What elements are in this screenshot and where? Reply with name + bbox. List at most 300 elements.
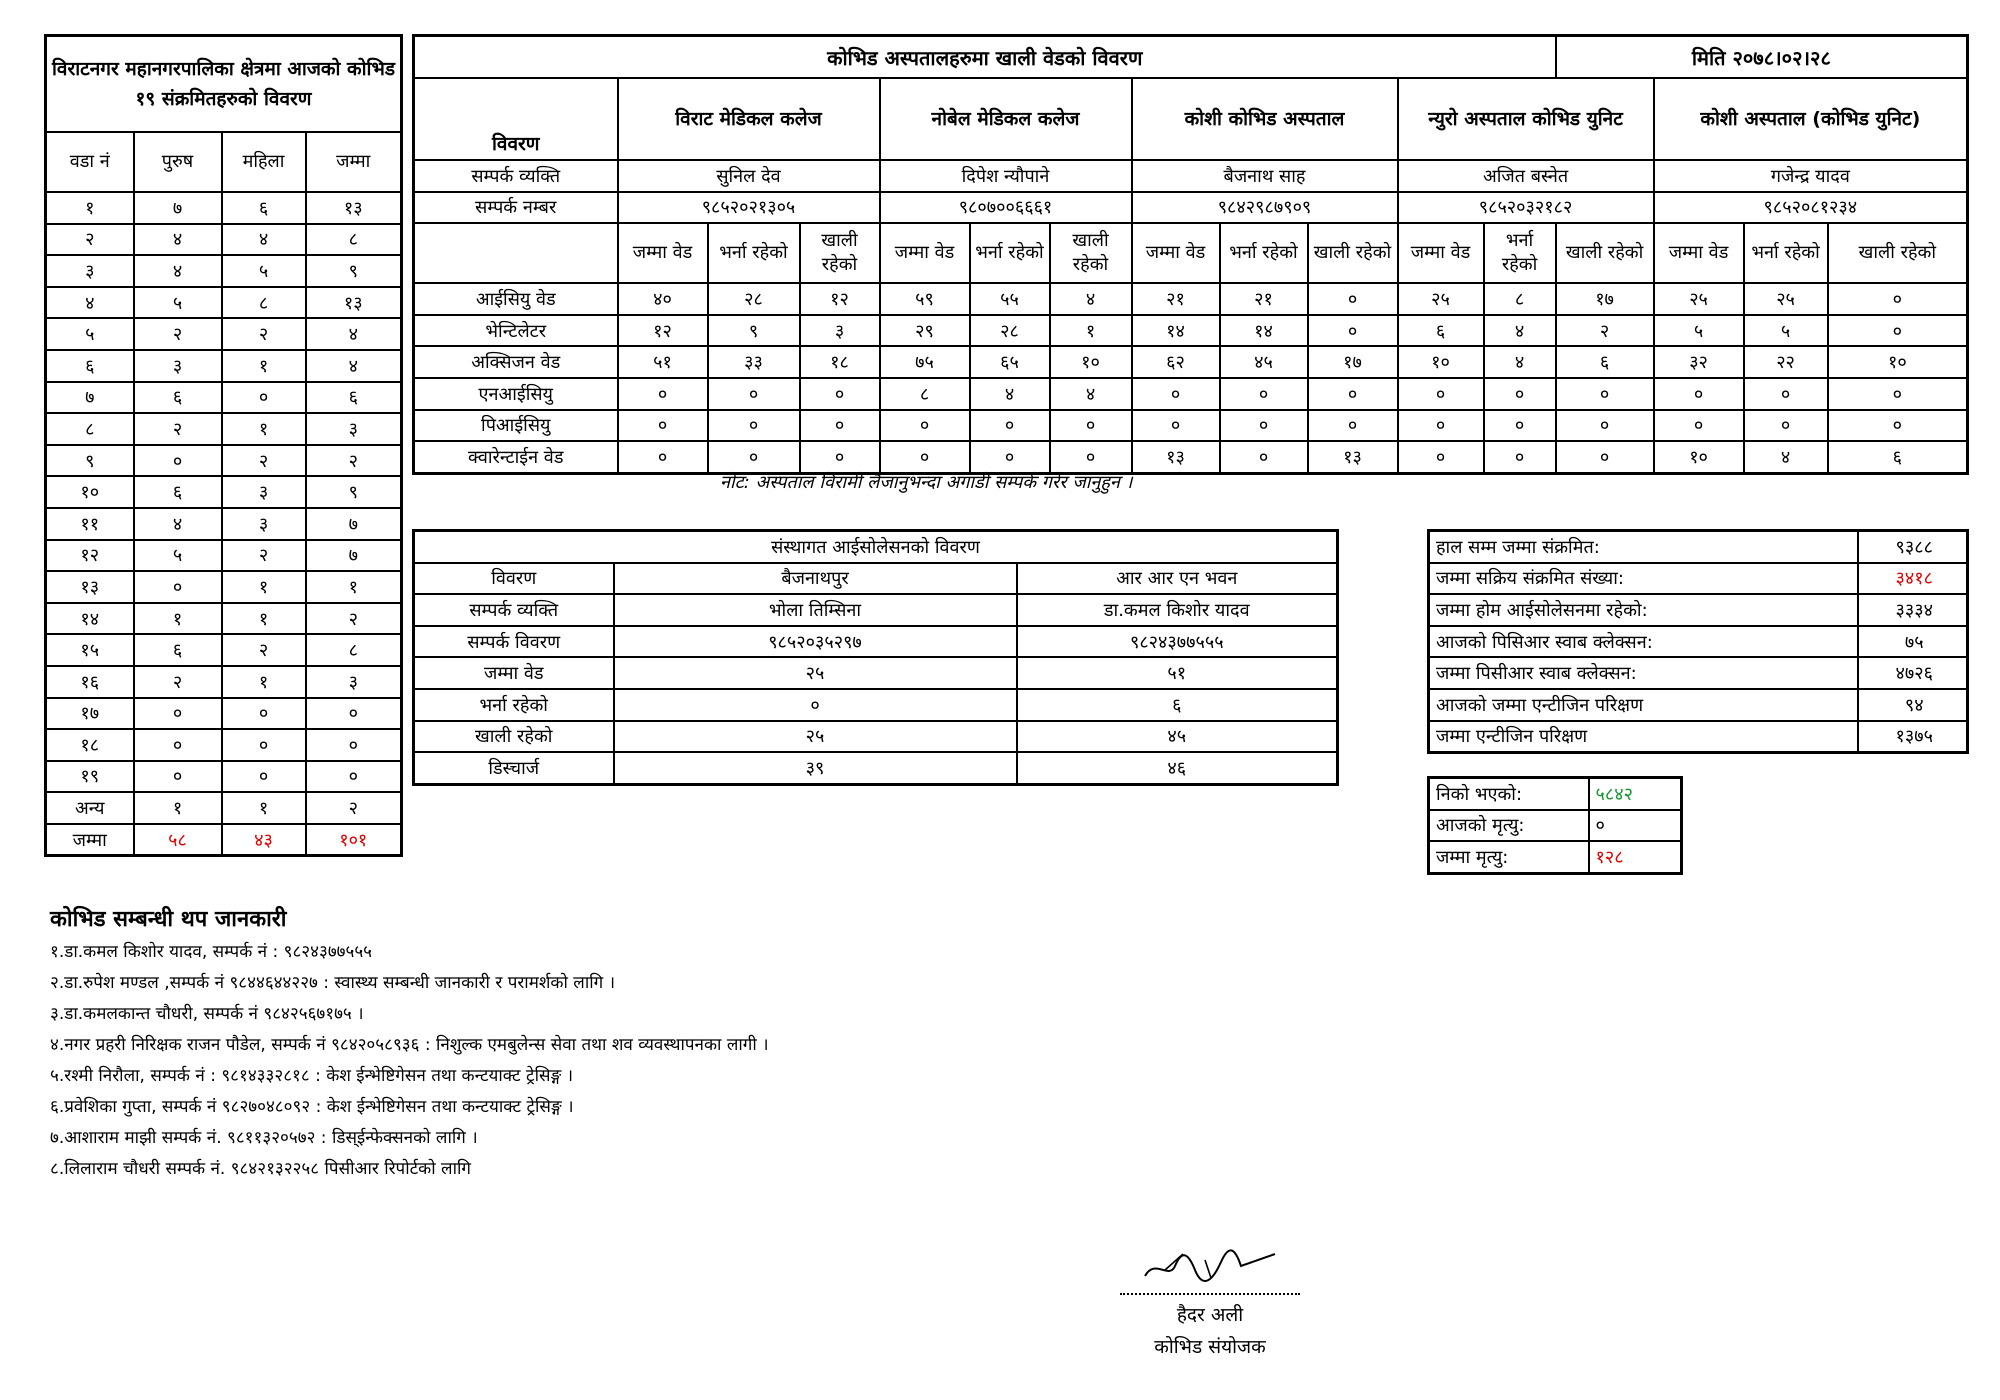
ward-row — [46, 413, 402, 445]
ward-cell: ३ — [222, 508, 306, 540]
bed-type-label: भेन्टिलेटर — [414, 315, 618, 347]
bed-subheader: खाली रहेको — [1828, 223, 1968, 283]
isolation-cell: डा.कमल किशोर यादव — [1017, 594, 1338, 626]
ward-cell: ४ — [306, 350, 402, 382]
bed-count: ० — [970, 441, 1050, 473]
bed-count: ४ — [1484, 346, 1556, 378]
bed-count: १० — [1654, 441, 1744, 473]
bed-count: ३ — [800, 315, 880, 347]
info-item: ३.डा.कमलकान्त चौधरी, सम्पर्क नं ९८४२५६७१७५ । — [50, 1004, 364, 1024]
ward-cell: ० — [134, 729, 222, 761]
contact-person: गजेन्द्र यादव — [1654, 160, 1968, 192]
ward-row — [46, 698, 402, 730]
isolation-cell: २५ — [614, 721, 1017, 753]
ward-cell: ७ — [134, 192, 222, 224]
bed-subheader: भर्ना रहेको — [1220, 223, 1308, 283]
bed-count: ५५ — [970, 283, 1050, 315]
bed-count: ० — [708, 410, 800, 442]
bed-subheader: जम्मा वेड — [1398, 223, 1484, 283]
isolation-cell: सम्पर्क व्यक्ति — [414, 594, 614, 626]
info-heading: कोभिड सम्बन्धी थप जानकारी — [50, 907, 287, 932]
bed-count: १ — [1050, 315, 1132, 347]
ward-cell: ४ — [222, 224, 306, 256]
bed-count: ४५ — [1220, 346, 1308, 378]
isolation-cell: डिस्चार्ज — [414, 752, 614, 784]
hospital-name: न्युरो अस्पताल कोभिड युनिट — [1398, 78, 1654, 160]
bed-count: ० — [1654, 410, 1744, 442]
bed-count: ६ — [1828, 441, 1968, 473]
info-item: ४.नगर प्रहरी निरिक्षक राजन पौडेल, सम्पर्क नं ९८४२०५८९३६ : निशुल्क एमबुलेन्स सेवा तथा शव व्यवस्थापनका लागी । — [50, 1035, 769, 1055]
ward-cell: २ — [306, 445, 402, 477]
bed-count: ४० — [618, 283, 708, 315]
isolation-title: संस्थागत आईसोलेसनको विवरण — [414, 531, 1338, 563]
ward-cell: ४ — [306, 318, 402, 350]
ward-row — [46, 634, 402, 666]
contact-person: सुनिल देव — [618, 160, 880, 192]
isolation-cell: ४५ — [1017, 721, 1338, 753]
bed-subheader: भर्ना रहेको — [1744, 223, 1828, 283]
bed-row — [414, 283, 1968, 315]
contact-number: ९८५२०८१२३४ — [1654, 192, 1968, 224]
bed-count: ५१ — [618, 346, 708, 378]
contact-number: ९८५२०३२१८२ — [1398, 192, 1654, 224]
isolation-cell: ९८२४३७७५५५ — [1017, 626, 1338, 658]
hospital-table-title: कोभिड अस्पतालहरुमा खाली वेडको विवरण — [414, 36, 1556, 79]
total-all: १०१ — [306, 824, 402, 856]
header-male: पुरुष — [134, 132, 222, 192]
ward-cell: ० — [134, 445, 222, 477]
bed-count: २५ — [1398, 283, 1484, 315]
summary-label: जम्मा सक्रिय संक्रमित संख्या: — [1429, 563, 1858, 595]
recovery-death-table — [1427, 776, 1683, 875]
bed-count: ० — [1308, 283, 1398, 315]
ward-cell: ३ — [46, 255, 134, 287]
bed-count: १२ — [618, 315, 708, 347]
summary-row — [1429, 721, 1968, 753]
outcome-row — [1429, 810, 1682, 842]
outcome-value: ५८४२ — [1589, 778, 1682, 810]
bed-count: २८ — [970, 315, 1050, 347]
bed-count: ० — [1828, 283, 1968, 315]
summary-row — [1429, 594, 1968, 626]
ward-cell: १३ — [306, 287, 402, 319]
bed-type-label: एनआईसियु — [414, 378, 618, 410]
info-item: ६.प्रवेशिका गुप्ता, सम्पर्क नं ९८२७०४८०९२ : केश ईन्भेष्टिगेसन तथा कन्टयाक्ट ट्रेसिङ्ग । — [50, 1097, 574, 1117]
ward-row — [46, 255, 402, 287]
ward-row — [46, 792, 402, 824]
isolation-cell: ४६ — [1017, 752, 1338, 784]
bed-count: ३२ — [1654, 346, 1744, 378]
ward-cell: ० — [134, 698, 222, 730]
ward-cell: ८ — [306, 634, 402, 666]
bed-count: ० — [800, 410, 880, 442]
bed-count: ५ — [1654, 315, 1744, 347]
isolation-cell: ५१ — [1017, 657, 1338, 689]
bed-count: १२ — [800, 283, 880, 315]
summary-row — [1429, 626, 1968, 658]
isolation-row — [414, 721, 1338, 753]
ward-cell: ३ — [134, 350, 222, 382]
ward-cell: ४ — [134, 224, 222, 256]
ward-cell: ६ — [46, 350, 134, 382]
contact-number: ९८५२०२१३०५ — [618, 192, 880, 224]
ward-cell: ५ — [222, 255, 306, 287]
summary-label: जम्मा पिसीआर स्वाब क्लेक्सन: — [1429, 657, 1858, 689]
contact-person-label: सम्पर्क व्यक्ति — [414, 160, 618, 192]
summary-value: ४७२६ — [1858, 657, 1968, 689]
signature-block — [1110, 1240, 1310, 1363]
bed-subheader: खाली रहेको — [1050, 223, 1132, 283]
bed-row — [414, 410, 1968, 442]
bed-count: १७ — [1308, 346, 1398, 378]
bed-subheader: भर्ना रहेको — [970, 223, 1050, 283]
ward-cell: १३ — [46, 571, 134, 603]
summary-label: हाल सम्म जम्मा संक्रमित: — [1429, 531, 1858, 563]
ward-cases-table — [44, 34, 403, 857]
ward-cell: ० — [306, 729, 402, 761]
ward-cell: १ — [222, 792, 306, 824]
ward-row — [46, 318, 402, 350]
summary-value: ७५ — [1858, 626, 1968, 658]
isolation-cell: सम्पर्क विवरण — [414, 626, 614, 658]
bed-type-label: आईसियु वेड — [414, 283, 618, 315]
bed-count: ० — [1308, 315, 1398, 347]
bed-count: ० — [1556, 378, 1654, 410]
outcome-value: १२८ — [1589, 841, 1682, 873]
hospital-note: नोट: अस्पताल विरामी लैजानुभन्दा अगाडी सम्पर्क गरेर जानुहुन । — [720, 472, 1133, 493]
ward-cell: १९ — [46, 761, 134, 793]
bed-count: १३ — [1132, 441, 1220, 473]
bed-count: ० — [1744, 378, 1828, 410]
bed-count: ० — [1654, 378, 1744, 410]
bed-count: ९ — [708, 315, 800, 347]
ward-cell: ५ — [46, 318, 134, 350]
bed-count: ० — [1308, 378, 1398, 410]
isolation-cell: ० — [614, 689, 1017, 721]
ward-cell: १ — [306, 571, 402, 603]
ward-cell: १ — [222, 571, 306, 603]
ward-row — [46, 287, 402, 319]
bed-subheader-row — [414, 223, 1968, 283]
contact-person: दिपेश न्यौपाने — [880, 160, 1132, 192]
contact-person: अजित बस्नेत — [1398, 160, 1654, 192]
ward-cell: १० — [46, 476, 134, 508]
bed-count: ४ — [1050, 283, 1132, 315]
ward-cell: ७ — [306, 540, 402, 572]
bed-row — [414, 378, 1968, 410]
isolation-table-body — [414, 594, 1338, 784]
contact-number: ९८४२९८७९०९ — [1132, 192, 1398, 224]
bed-count: २५ — [1654, 283, 1744, 315]
ward-cell: ० — [306, 761, 402, 793]
ward-cell: १ — [134, 603, 222, 635]
bed-count: ० — [1220, 410, 1308, 442]
bed-count: ० — [1398, 378, 1484, 410]
ward-cell: ९ — [306, 476, 402, 508]
bed-count: ० — [1308, 410, 1398, 442]
ward-cell: १ — [222, 603, 306, 635]
bed-count: ६ — [1556, 346, 1654, 378]
ward-cell: ६ — [306, 382, 402, 414]
bed-count: ४ — [1050, 378, 1132, 410]
bed-row — [414, 346, 1968, 378]
bed-row — [414, 315, 1968, 347]
summary-row — [1429, 563, 1968, 595]
isolation-cell: ९८५२०३५२९७ — [614, 626, 1017, 658]
header-ward: वडा नं — [46, 132, 134, 192]
contact-number-label: सम्पर्क नम्बर — [414, 192, 618, 224]
ward-cell: १ — [46, 192, 134, 224]
ward-cell: १२ — [46, 540, 134, 572]
bed-count: २ — [1556, 315, 1654, 347]
bed-subheader: जम्मा वेड — [880, 223, 970, 283]
outcome-label: आजको मृत्यु: — [1429, 810, 1589, 842]
bed-count: १८ — [800, 346, 880, 378]
outcome-row — [1429, 778, 1682, 810]
header-female: महिला — [222, 132, 306, 192]
ward-cell: ३ — [306, 413, 402, 445]
ward-row — [46, 603, 402, 635]
bed-count: १० — [1828, 346, 1968, 378]
bed-count: ० — [800, 441, 880, 473]
ward-row — [46, 224, 402, 256]
bed-count: ० — [880, 410, 970, 442]
ward-cell: २ — [222, 634, 306, 666]
bed-type-label: अक्सिजन वेड — [414, 346, 618, 378]
bed-subheader: भर्ना रहेको — [708, 223, 800, 283]
ward-cell: २ — [306, 603, 402, 635]
bed-count: १० — [1050, 346, 1132, 378]
bed-count: ४ — [1744, 441, 1828, 473]
bed-count: २१ — [1220, 283, 1308, 315]
ward-cell: १३ — [306, 192, 402, 224]
ward-cell: १७ — [46, 698, 134, 730]
ward-cell: ४ — [134, 255, 222, 287]
bed-count: ० — [970, 410, 1050, 442]
ward-cell: ८ — [222, 287, 306, 319]
total-female: ४३ — [222, 824, 306, 856]
summary-label: जम्मा होम आईसोलेसनमा रहेको: — [1429, 594, 1858, 626]
iso-col-header: बैजनाथपुर — [614, 563, 1017, 595]
bed-count: ० — [618, 410, 708, 442]
summary-value: १३७५ — [1858, 721, 1968, 753]
blank-cell — [414, 223, 618, 283]
ward-cell: ६ — [134, 634, 222, 666]
bed-count: ७५ — [880, 346, 970, 378]
bed-count: ८ — [1484, 283, 1556, 315]
bed-count: ० — [1050, 441, 1132, 473]
ward-cell: १४ — [46, 603, 134, 635]
contact-number: ९८०७००६६६१ — [880, 192, 1132, 224]
ward-cell: ३ — [306, 666, 402, 698]
ward-row — [46, 192, 402, 224]
summary-label: आजको जम्मा एन्टीजिन परिक्षण — [1429, 689, 1858, 721]
ward-cell: ० — [306, 698, 402, 730]
bed-count: ४ — [1484, 315, 1556, 347]
ward-row — [46, 666, 402, 698]
bed-count: ० — [1484, 410, 1556, 442]
ward-cell: २ — [134, 666, 222, 698]
ward-cell: ४ — [134, 508, 222, 540]
ward-cell: १ — [134, 792, 222, 824]
report-date: मिति २०७८।०२।२८ — [1556, 36, 1968, 79]
bed-count: ३३ — [708, 346, 800, 378]
hospital-name: कोशी अस्पताल (कोभिड युनिट) — [1654, 78, 1968, 160]
ward-cell: १ — [222, 350, 306, 382]
bed-count: ० — [1828, 410, 1968, 442]
ward-cell: २ — [306, 792, 402, 824]
detail-label: विवरण — [414, 78, 618, 160]
ward-cell: २ — [134, 318, 222, 350]
total-label: जम्मा — [46, 824, 134, 856]
summary-label: जम्मा एन्टीजिन परिक्षण — [1429, 721, 1858, 753]
bed-count: ० — [880, 441, 970, 473]
bed-count: ४ — [970, 378, 1050, 410]
isolation-row — [414, 689, 1338, 721]
ward-total-row — [46, 824, 402, 856]
info-list — [50, 937, 769, 1185]
total-male: ५८ — [134, 824, 222, 856]
ward-cell: १६ — [46, 666, 134, 698]
bed-count: ० — [1744, 410, 1828, 442]
info-item: १.डा.कमल किशोर यादव, सम्पर्क नं : ९८२४३७७५५५ — [50, 942, 373, 962]
ward-row — [46, 729, 402, 761]
ward-cell: २ — [134, 413, 222, 445]
isolation-cell: जम्मा वेड — [414, 657, 614, 689]
ward-row — [46, 540, 402, 572]
summary-row — [1429, 689, 1968, 721]
header-total: जम्मा — [306, 132, 402, 192]
bed-count: ० — [618, 441, 708, 473]
ward-cell: ७ — [306, 508, 402, 540]
bed-count: ६२ — [1132, 346, 1220, 378]
ward-cell: ० — [222, 729, 306, 761]
bed-count: २५ — [1744, 283, 1828, 315]
ward-row — [46, 761, 402, 793]
bed-subheader: खाली रहेको — [1556, 223, 1654, 283]
ward-row — [46, 508, 402, 540]
bed-count: २१ — [1132, 283, 1220, 315]
bed-count: ० — [1132, 378, 1220, 410]
ward-cell: अन्य — [46, 792, 134, 824]
summary-value: ३३३४ — [1858, 594, 1968, 626]
bed-count: ० — [800, 378, 880, 410]
isolation-row — [414, 752, 1338, 784]
bed-count: २८ — [708, 283, 800, 315]
ward-table-body — [46, 192, 402, 824]
isolation-row — [414, 626, 1338, 658]
summary-row — [1429, 531, 1968, 563]
ward-cell: ७ — [46, 382, 134, 414]
summary-value: ३४१८ — [1858, 563, 1968, 595]
bed-count: ० — [1220, 441, 1308, 473]
bed-count: १४ — [1132, 315, 1220, 347]
signatory-title: कोभिड संयोजक — [1154, 1336, 1266, 1358]
bed-count: १० — [1398, 346, 1484, 378]
bed-count: ८ — [880, 378, 970, 410]
summary-value: ९४ — [1858, 689, 1968, 721]
bed-count: ५९ — [880, 283, 970, 315]
hospital-name: नोबेल मेडिकल कलेज — [880, 78, 1132, 160]
ward-cell: ९ — [46, 445, 134, 477]
bed-count: ० — [1484, 441, 1556, 473]
ward-cell: ० — [134, 571, 222, 603]
outcome-value: ० — [1589, 810, 1682, 842]
signatory-name: हैदर अली — [1176, 1304, 1244, 1326]
ward-cell: ६ — [222, 192, 306, 224]
isolation-cell: २५ — [614, 657, 1017, 689]
signature-scribble — [1135, 1240, 1285, 1288]
ward-cell: ६ — [134, 476, 222, 508]
bed-count: ० — [1484, 378, 1556, 410]
bed-count: १७ — [1556, 283, 1654, 315]
iso-col-header: विवरण — [414, 563, 614, 595]
hospital-beds-table — [412, 34, 1969, 475]
ward-table-title: विराटनगर महानगरपालिका क्षेत्रमा आजको कोभिड १९ संक्रमितहरुको विवरण — [46, 36, 402, 133]
isolation-row — [414, 657, 1338, 689]
summary-table — [1427, 529, 1969, 754]
ward-cell: १ — [222, 413, 306, 445]
bed-subheader: जम्मा वेड — [1132, 223, 1220, 283]
bed-count: ६५ — [970, 346, 1050, 378]
bed-count: ० — [708, 378, 800, 410]
signature-line — [1120, 1293, 1300, 1295]
outcome-label: निको भएको: — [1429, 778, 1589, 810]
ward-row — [46, 350, 402, 382]
bed-count: २९ — [880, 315, 970, 347]
hospital-name: विराट मेडिकल कलेज — [618, 78, 880, 160]
ward-cell: २ — [222, 540, 306, 572]
info-item: २.डा.रुपेश मण्डल ,सम्पर्क नं ९८४४६४४२२७ : स्वास्थ्य सम्बन्धी जानकारी र परामर्शको लागि । — [50, 973, 616, 993]
isolation-cell: खाली रहेको — [414, 721, 614, 753]
ward-cell: ९ — [306, 255, 402, 287]
ward-row — [46, 382, 402, 414]
outcome-label: जम्मा मृत्यु: — [1429, 841, 1589, 873]
bed-count: ० — [1398, 441, 1484, 473]
isolation-cell: भोला तिम्सिना — [614, 594, 1017, 626]
isolation-cell: भर्ना रहेको — [414, 689, 614, 721]
bed-type-label: क्वारेन्टाईन वेड — [414, 441, 618, 473]
hospital-table-body — [414, 283, 1968, 473]
ward-cell: ० — [222, 698, 306, 730]
bed-subheader: भर्ना रहेको — [1484, 223, 1556, 283]
contact-person: बैजनाथ साह — [1132, 160, 1398, 192]
bed-count: ० — [1828, 378, 1968, 410]
ward-cell: ४ — [46, 287, 134, 319]
bed-count: ० — [1220, 378, 1308, 410]
bed-count: ० — [1398, 410, 1484, 442]
bed-count: ० — [708, 441, 800, 473]
ward-cell: १ — [222, 666, 306, 698]
ward-cell: ५ — [134, 287, 222, 319]
hospital-name: कोशी कोभिड अस्पताल — [1132, 78, 1398, 160]
ward-cell: ५ — [134, 540, 222, 572]
bed-subheader: खाली रहेको — [1308, 223, 1398, 283]
bed-subheader: जम्मा वेड — [1654, 223, 1744, 283]
bed-count: ५ — [1744, 315, 1828, 347]
bed-count: ० — [1828, 315, 1968, 347]
bed-count: ६ — [1398, 315, 1484, 347]
ward-row — [46, 445, 402, 477]
bed-row — [414, 441, 1968, 473]
outcome-row — [1429, 841, 1682, 873]
bed-type-label: पिआईसियु — [414, 410, 618, 442]
ward-cell: १५ — [46, 634, 134, 666]
bed-count: १३ — [1308, 441, 1398, 473]
ward-cell: ८ — [306, 224, 402, 256]
ward-cell: ० — [222, 761, 306, 793]
bed-subheader: खाली रहेको — [800, 223, 880, 283]
